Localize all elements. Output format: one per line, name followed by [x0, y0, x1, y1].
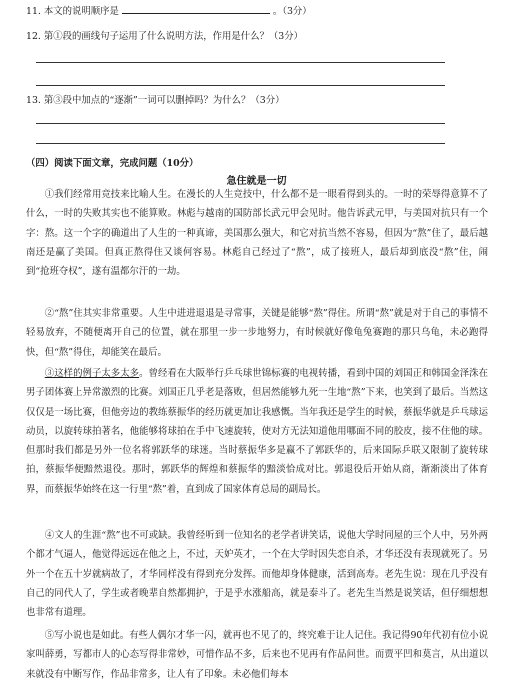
- paragraph-5: [26, 626, 488, 684]
- question-11: [26, 3, 312, 17]
- paragraph-4-text: ④文人的生涯“熬”也不可或缺。我曾经听到一位知名的老学者讲笑话，说他大学时同屋的三个人中，另外两个都才气逼人，他觉得远远在他之上，不过，天妒英才，一个在大学时因失恋自杀，才华还没有表现就死了。另外一个在五十岁就病故了，才华同样没有得到充分发挥。而他却身体健康，活到高寿。老先生说：现在几乎没有自己的同代人了，学生或者晚辈自然都拥护，于是乎水涨船高，就是泰斗了。老先生当然是说笑话，但仔细想想也非常有道理。: [26, 530, 488, 619]
- paragraph-3-text: 。曾经看在大阪举行乒乓球世锦标赛的电视转播，看到中国的刘国正和韩国金泽洙在男子团体赛上异常激烈的比赛。刘国正几乎老是落败，但居然能够九死一生地“熬”下来，也笑到了最后。当然这仅仅是一场比赛，但他旁边的教练蔡振华的经历就更加让我感慨。当年我还是学生的时候，蔡振华就是乒乓球运动员，以旋转球拍著名，他能够将球拍在手中飞速旋转，使对方无法知道他用哪面不同的胶皮，接不住他的球。但那时我们都是另外一位名将郭跃华的球迷。当时蔡振华多是赢不了郭跃华的，后来国际乒联又限制了旋转球拍，蔡振华便黯然退役。那时，郭跃华的辉煌和蔡振华的黯淡恰成对比。郭退役后开始从商，渐渐淡出了体育界，而蔡振华始终在这一行里“熬”着，直到成了国家体育总局的副局长。: [26, 368, 488, 495]
- question-12: 12. 第①段的画线句子运用了什么说明方法，作用是什么？（3分）: [26, 31, 303, 42]
- paragraph-1: [26, 185, 488, 281]
- paragraph-2-text: ②“熬”住其实非常重要。人生中进进退退是寻常事，关键是能够“熬”得住。所谓“熬”就是对于自己的事情不轻易放弃，不随便离开自己的位置，就在那里一步一步地努力，有时候就好像龟兔赛跑的那只乌龟，未必跑得快，但“熬”得住，却能笑在最后。: [26, 308, 488, 358]
- question-11-score: 。（3分）: [272, 6, 312, 17]
- answer-line-13-1[interactable]: [36, 123, 445, 124]
- article-title: 急住就是一切: [226, 176, 287, 187]
- answer-line-13-2[interactable]: [36, 143, 445, 144]
- answer-blank-11[interactable]: [122, 4, 270, 14]
- answer-line-12-1[interactable]: [36, 62, 445, 63]
- question-13: 13. 第③段中加点的“逐渐”一词可以删掉吗？为什么？（3分）: [26, 95, 285, 106]
- paragraph-4: [26, 526, 488, 622]
- question-11-text: 11. 本文的说明顺序是: [26, 6, 119, 17]
- section-heading: （四）阅读下面文章，完成问题（10分）: [26, 158, 199, 169]
- paragraph-1-text: ①我们经常用竞技来比喻人生。在漫长的人生竞技中，什么都不是一眼看得到头的。一时的荣辱得意算不了什么，一时的失败其实也不能算败。林彪与越南的国防部长武元甲会见时。他告诉武元甲，与美国对抗只有一个字：熬。这一个字的确道出了人生的一种真谛，美国那么强大，和它对抗当然不容易，但因为“熬”住了，最后越南还是赢了美国。但真正熬得住又谈何容易。林彪自己经过了“熬”，成了接班人，最后却到底没“熬”住，闹到“抢班夺权”，遂有温都尔汗的一劫。: [26, 189, 488, 278]
- answer-line-12-2[interactable]: [36, 85, 445, 86]
- paragraph-3-underlined: ③这样的例子太多太多: [44, 368, 140, 379]
- paragraph-5-text: ⑤写小说也是如此。有些人偶尔才华一闪，就再也不见了的，终究难于让人记住。我记得90年代初有位小说家叫薛勇，写都市人的心态写得非常妙，可惜作品不多，后来也不见再有作品问世。而贾平凹和莫言，从出道以来就没有中断写作，作品非常多，让人有了印象。未必他们每本: [26, 630, 488, 680]
- paragraph-3: [26, 364, 488, 499]
- paragraph-2: [26, 304, 488, 362]
